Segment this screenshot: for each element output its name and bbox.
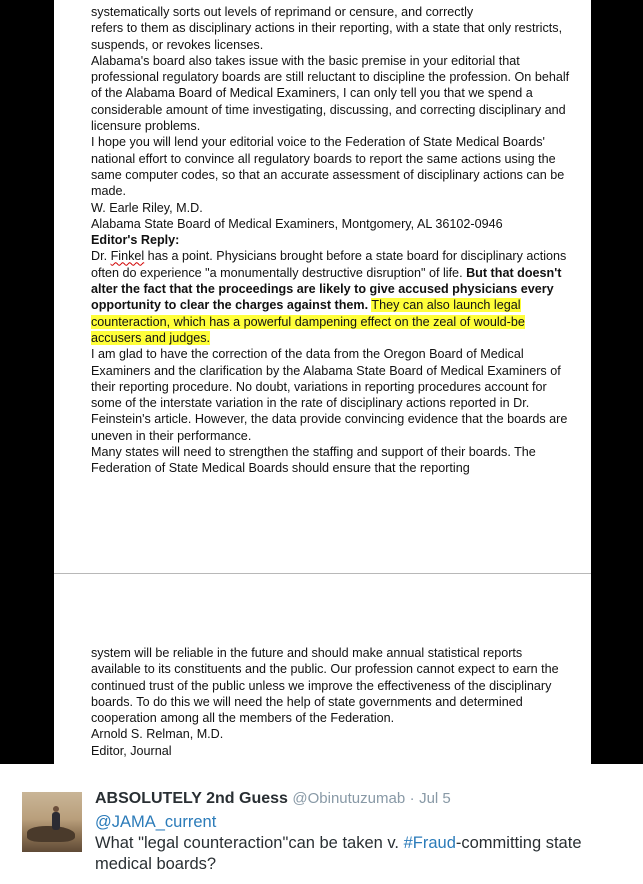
- cropped-bottom-line: Editor, Journal: [91, 743, 172, 758]
- letter-paragraph: Alabama's board also takes issue with the basic premise in your editorial that professional regulatory boards are still reluctant to discipline the profession. On behalf of the Alabama Board of Medical Examiners, I can only tell you that we spend a considerable amount of time investigating, discussing, and correcting disciplinary and licensure problems.: [91, 53, 570, 134]
- avatar-figure-body: [52, 812, 60, 830]
- letter-paragraph: I am glad to have the correction of the data from the Oregon Board of Medical Examiners and the clarification by the Alabama State Board of Medical Examiners of their reporting procedure. No doubt, variations in reporting procedures account for some of the interstate variation in the rate of disciplinary actions reported in Dr. Feinstein's article. However, the data provide convincing evidence that the boards are uneven in their performance.: [91, 347, 568, 443]
- tweet: [0, 764, 643, 884]
- document-page-1: [54, 0, 591, 573]
- tweet-mention-link[interactable]: @JAMA_current: [95, 813, 217, 831]
- letter-signer: Arnold S. Relman, M.D.: [91, 727, 224, 742]
- reply-text: Dr.: [91, 249, 108, 264]
- editor-reply-paragraph: [91, 248, 571, 346]
- page-1-text: [91, 4, 571, 477]
- tweet-text-part: -committing state medical boards?: [95, 834, 582, 873]
- letter-paragraph: system will be reliable in the future and should make annual statistical reports available to its constituents and the public. Our profession cannot expect to earn the continued trust of the public unless we improve the effectiveness of the disciplinary boards. To do this we will need the help of state governments and determined cooperation among all the members of the Federation.: [91, 646, 559, 726]
- letter-paragraph: I hope you will lend your editorial voice to the Federation of State Medical Boards' national effort to convince all regulatory boards to report the same actions using the same computer codes, so that an accurate assessment of disciplinary actions can be made.: [91, 135, 565, 199]
- tweet-timestamp[interactable]: Jul 5: [419, 790, 451, 807]
- reply-text: has a point. Physicians brought before a state board for disciplinary actions often do experience "a monumentally destructive disruption" of life.: [91, 249, 567, 280]
- tweet-handle[interactable]: @Obinutuzumab: [292, 790, 406, 807]
- letter-signer: W. Earle Riley, M.D.: [91, 200, 203, 215]
- page-2-text: [91, 645, 571, 759]
- tweet-separator: ·: [409, 790, 415, 807]
- letter-paragraph: refers to them as disciplinary actions in their reporting, with a state that only restricts, suspends, or revokes licenses.: [91, 21, 563, 52]
- tweet-text-part: What "legal counteraction"can be taken v.: [95, 834, 404, 852]
- avatar[interactable]: [22, 792, 82, 852]
- reply-bold-text: But that doesn't alter the fact that the proceedings are likely to give accused physicians every opportunity to clear the charges against them.: [91, 265, 562, 313]
- editor-reply-heading: Editor's Reply:: [91, 233, 180, 248]
- avatar-rock-shape: [27, 826, 75, 842]
- highlighted-text: They can also launch legal counteraction, which has a powerful dampening effect on the zeal of would-be accusers and judges.: [91, 298, 525, 345]
- tweet-display-name[interactable]: ABSOLUTELY 2nd Guess: [95, 790, 288, 807]
- letter-paragraph: Many states will need to strengthen the staffing and support of their boards. The Federation of State Medical Boards should ensure that the reporting: [91, 445, 536, 476]
- cropped-top-line: systematically sorts out levels of reprimand or censure, and correctly: [91, 5, 474, 19]
- tweet-hashtag-link[interactable]: #Fraud: [403, 834, 456, 852]
- tweet-text: [95, 812, 625, 875]
- tweet-header: [95, 790, 451, 808]
- spellcheck-name: Finkel: [110, 249, 145, 264]
- letter-affiliation: Alabama State Board of Medical Examiners, Montgomery, AL 36102-0946: [91, 216, 503, 231]
- document-page-2: [54, 574, 591, 764]
